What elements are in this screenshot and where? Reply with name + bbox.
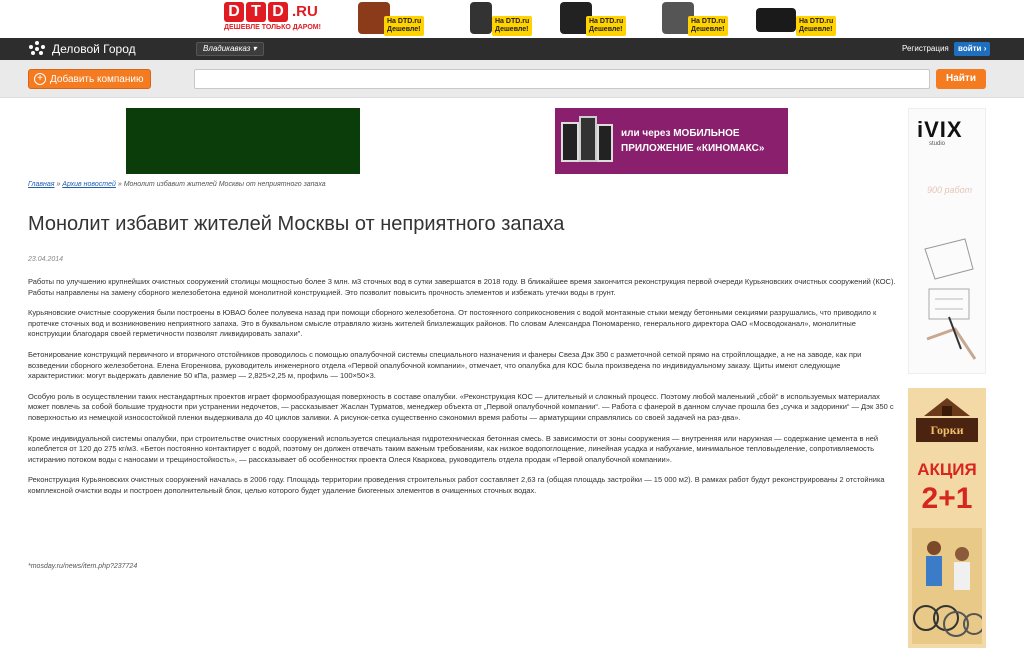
plus-icon: + (34, 73, 46, 85)
dtd-letter: D (224, 2, 244, 22)
dtd-logo[interactable] (224, 2, 332, 34)
kinomax-banner-ad[interactable] (555, 108, 788, 174)
dtd-letter: T (246, 2, 266, 22)
top-ad-strip (0, 0, 1024, 38)
add-company-button[interactable] (28, 69, 151, 89)
kinomax-banner-text: или через МОБИЛЬНОЕ ПРИЛОЖЕНИЕ «КИНОМАКС» (621, 128, 765, 154)
city-logo-icon (28, 41, 46, 57)
dtd-domain: .RU (292, 3, 318, 20)
search-row (0, 60, 1024, 98)
article-date: 23.04.2014 (28, 256, 64, 263)
breadcrumb-separator: » (117, 181, 122, 188)
arrow-right-icon: › (983, 44, 987, 53)
gorki-logo: Горки (916, 418, 978, 442)
product-phone-ad[interactable] (466, 2, 534, 36)
product-dashcam-ad[interactable] (560, 2, 628, 36)
breadcrumb (28, 181, 326, 188)
product-coffee-machine-ad[interactable] (662, 2, 730, 36)
article-paragraph: Бетонирование конструкций первичного и вторичного отстойников проводилось с помощью опалубочной системы специального назначения и фанеры Свеза Дэк 350 с разметочной сеткой прямо на стройплощадке, а не на заводе, как при возведении сборного железобетона. Елена Егоренкова, руководитель инженерного отдела «Первой опалубочной компании», отмечает, что опалубка для КОС была произведена по индивидуальному заказу. Щиты имеют следующие характеристики: могут выдержать давление 50 кПа, размер — 2,825×2,25 м, профиль — 100×50×3. (28, 349, 862, 381)
breadcrumb-home[interactable]: Главная (28, 181, 55, 188)
page-title: Монолит избавит жителей Москвы от неприятного запаха (28, 213, 565, 235)
product-image (756, 8, 796, 32)
breadcrumb-current: Монолит избавит жителей Москвы от неприятного запаха (123, 181, 326, 188)
login-button[interactable]: войти › (954, 42, 990, 56)
phones-illustration (561, 114, 615, 170)
article-source: *mosday.ru/news/item.php?237724 (28, 563, 138, 570)
house-roof-icon (922, 396, 972, 418)
promo-title: АКЦИЯ (917, 460, 977, 479)
article-paragraph: Работы по улучшению крупнейших очистных сооружений столицы мощностью более 3 млн. м3 сточных вод в сутки завершатся в 2018 году. В ближайшее время закончится реконструкция первой очереди Курьяновских очистных сооружений (КОС). Работы направлены на замену сборного железобетона единой монолитной конструкцией. Это позволит повысить прочность элементов и избежать утечки воды в грунт. (28, 277, 896, 297)
article-paragraph: Реконструкция Курьяновских очистных сооружений началась в 2006 году. Площадь территории проведения строительных работ составляет 2,63 га (общая площадь застройки — 15 000 м2). В рамках работ будут реконструированы 2 отстойника комплексной очистки воды и построен дополнительный блок, целью которого будет удаление биогенных элементов в очищенных сточных водах. (28, 475, 885, 495)
dtd-tagline: ДЕШЕВЛЕ ТОЛЬКО ДАРОМ! (224, 24, 321, 31)
top-navigation-bar (0, 38, 1024, 60)
city-selector[interactable]: Владикавказ ▾ (196, 42, 264, 56)
article-body (28, 277, 898, 507)
furniture-sketch-illustration (915, 209, 981, 369)
price-badge: На DTD.ru Дешевле! (492, 16, 532, 36)
ivix-studio-label: studio (929, 141, 946, 147)
gorki-promo-ad[interactable] (908, 388, 986, 648)
promo-value: 2+1 (921, 482, 973, 515)
breadcrumb-separator: » (56, 181, 61, 188)
site-logo[interactable] (28, 41, 136, 57)
price-badge: На DTD.ru Дешевле! (384, 16, 424, 36)
add-company-label: Добавить компанию (50, 73, 144, 85)
green-banner-ad[interactable] (126, 108, 360, 174)
article-paragraph: Курьяновские очистные сооружения были построены в ЮВАО более полувека назад при помощи сборного железобетона. От постоянного соприкосновения с водой монтажные стыки между бетонными секциями разрушались, что приводило к протечке сточных вод и возникновению неприятного запаха. Это в буквальном смысле отравляло жизнь жителей близлежащих районов. По словам Александра Пономаренко, генерального директора ОАО «Мосводоканал», монолитные конструкции благодаря своей герметичности позволят ликвидировать запахи". (28, 308, 877, 339)
ivix-subtitle: 900 работ (927, 185, 973, 195)
price-badge: На DTD.ru Дешевле! (796, 16, 836, 36)
product-scale-ad[interactable] (756, 2, 834, 36)
ivix-studio-ad[interactable] (908, 108, 986, 374)
search-button[interactable]: Найти (936, 69, 986, 89)
site-logo-text: Деловой Город (52, 42, 136, 56)
dtd-letter: D (268, 2, 288, 22)
search-input[interactable] (194, 69, 930, 89)
register-link[interactable]: Регистрация (902, 44, 949, 53)
price-badge: На DTD.ru Дешевле! (688, 16, 728, 36)
chevron-down-icon: ▾ (252, 44, 257, 53)
ivix-logo: iVIX (917, 117, 963, 142)
product-coffee-pot-ad[interactable] (358, 2, 426, 36)
product-image (470, 2, 492, 34)
article-paragraph: Кроме индивидуальной системы опалубки, при строительстве очистных сооружений используется специальная гидротехническая бетонная смесь. В зависимости от зоны сооружения — внутренняя или наружная — содержание цемента в ней колеблется от 120 до 275 кг/м3. «Бетон постоянно контактирует с водой, поэтому он должен отвечать таким важным требованиям, как низкое водопоглощение, линейная усадка и набухание, минимальное тепловыделение, сопротивляемость истиранию потоком воды с наносами и трещиностойкость», — рассказывает об особенностях проекта Олеся Кваркова, руководитель отдела продаж «Первой опалубочной компании». (28, 433, 879, 464)
price-badge: На DTD.ru Дешевле! (586, 16, 626, 36)
cyclists-photo (912, 528, 982, 644)
breadcrumb-archive[interactable]: Архив новостей (62, 181, 116, 188)
article-paragraph: Особую роль в осуществлении таких нестандартных проектов играет формообразующая поверхность в составе опалубки. «Реконструкция КОС — длительный и сложный процесс. Поэтому любой маленький „сбой“ в используемых материалах может повлечь за собой большие трудности при устранении недочетов, — рассказывает Жаслан Турматов, менеджер объекта от „Первой опалубочной компании“. — Работа с фанерой в данном случае прошла без „сучка и задоринки“ — Дэк 350 с поверхностью из немецкой износостойкой пленки выдерживала до 40 циклов заливки. А рисунок-сетка существенно сэкономил время работы — арматурщики справлялись со своей задачей на раз-два». (28, 391, 894, 422)
